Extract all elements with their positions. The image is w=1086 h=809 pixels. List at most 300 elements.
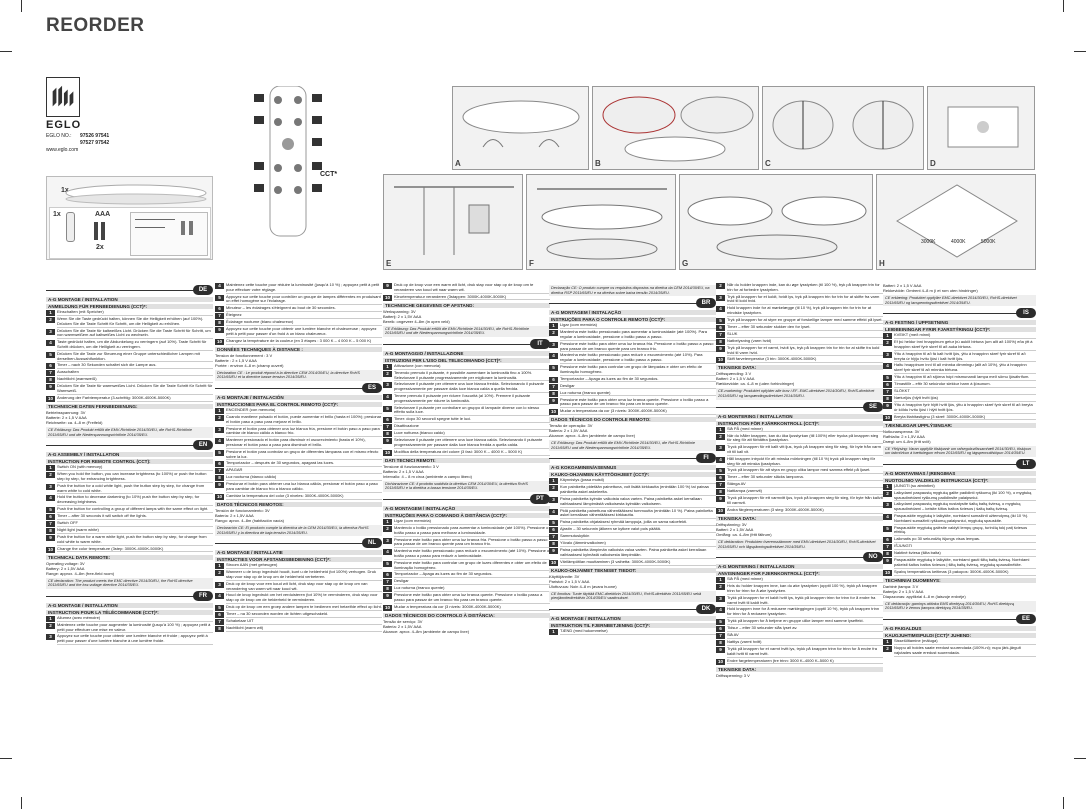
step-text: Tidsur – etter 30 sekunder slås lyset av. bbox=[727, 626, 883, 632]
technical-data-line: Rekkevidde: Omtrent 4–8 m (i et rom uten hindringer) bbox=[883, 288, 978, 293]
section-heading: A-G ASSEMBLY / INSTALLATION bbox=[46, 452, 213, 457]
diagram-h bbox=[876, 174, 1036, 270]
instruction-step bbox=[549, 384, 716, 390]
technical-data-line: Tension de fonctionnement : 3 V bbox=[215, 352, 273, 358]
instruction-step bbox=[215, 612, 382, 618]
step-number: 4 bbox=[215, 438, 224, 444]
instruction-step bbox=[883, 352, 1036, 363]
instruction-step bbox=[716, 496, 883, 507]
lamp-diffuser-illustration bbox=[593, 87, 759, 170]
technical-data-line: Baterija: 2 x 1,5 V AAA bbox=[883, 588, 924, 594]
step-text: Minuteur – les éclairages s'éteignent au bout de 30 secondes. bbox=[226, 306, 382, 312]
instruction-step bbox=[383, 605, 550, 611]
step-number: 1 bbox=[883, 333, 892, 339]
section-heading: TECHNICAL DATA REMOTE: bbox=[46, 555, 213, 560]
step-number: 1 bbox=[215, 408, 224, 414]
step-number: 6 bbox=[46, 363, 55, 369]
step-text: Spalvų temperatūros keitimas (3 pakopos: 3000K-4000K-5000K) bbox=[894, 570, 1036, 576]
language-header bbox=[46, 285, 213, 295]
technical-data-line: Bateria: 2 x 1,5V AAA bbox=[549, 428, 588, 434]
step-number: 7 bbox=[46, 521, 55, 527]
instruction-step bbox=[215, 626, 382, 632]
step-number: 8 bbox=[215, 475, 224, 481]
technical-data-line: Notkunarspenna: 3V bbox=[883, 428, 920, 434]
section-heading: A-G MONTAGE / INSTALLATION bbox=[46, 603, 213, 608]
step-text: Trykk på knappen for å betjene en gruppe ulike lamper med samme lyseffekt. bbox=[727, 619, 883, 625]
step-text: Presione el botón para controlar un grupo de diferentes lámparas con el mismo efecto sobre la luz. bbox=[226, 450, 382, 461]
step-number: 9 bbox=[46, 535, 55, 541]
language-header bbox=[215, 383, 382, 393]
section-heading: DADOS TÉCNICOS DO CONTROLO À DISTÂNCIA: bbox=[383, 613, 550, 618]
step-text: Timer – nach 30 Sekunden schaltet sich die Lampe aus. bbox=[57, 363, 213, 369]
instruction-step bbox=[549, 629, 716, 635]
step-number: 1 bbox=[46, 465, 55, 471]
step-number: 9 bbox=[883, 403, 892, 409]
step-text: Håll knappen intryckt för att minska mörkningen (till 10 %) tryck på knappen steg för steg för att minska ljusstyrkan. bbox=[727, 457, 883, 468]
language-header bbox=[383, 339, 550, 349]
instruction-step bbox=[716, 325, 883, 331]
diagram-f-label: F bbox=[529, 259, 534, 268]
section-heading: DADOS TÉCNICOS DO CONTROLE REMOTO: bbox=[549, 417, 716, 422]
step-number: 8 bbox=[883, 396, 892, 402]
step-text: Taste gedrückt halten, um die Abdunkelung zu verringern (auf 10%). Taste Schritt für Schritt drücken, um die Helligkeit zu verringern. bbox=[57, 340, 213, 351]
instruction-step bbox=[549, 485, 716, 496]
step-number: 4 bbox=[716, 607, 725, 613]
step-text: Endre fargetemperaturen (tre trinn: 3000 K–4000 K–5000 K) bbox=[727, 659, 883, 665]
instruction-step bbox=[215, 339, 382, 345]
instruction-step bbox=[549, 548, 716, 559]
instruction-step bbox=[215, 605, 382, 611]
step-text: Tryk på knappen for at styre en gruppe af forskellige lamper med samme effekt på lyset. bbox=[727, 316, 883, 322]
instruction-step bbox=[716, 427, 883, 433]
instruction-step bbox=[716, 295, 883, 306]
instruction-step bbox=[46, 317, 213, 328]
language-code-badge: BR bbox=[696, 298, 716, 308]
step-text: Temporizador – después de 30 segundos, apagará las luces. bbox=[226, 461, 382, 467]
instruction-step bbox=[549, 409, 716, 415]
step-number: 3 bbox=[383, 538, 392, 544]
section-heading: A-G MONTAGGIO / INSTALLAZIONE bbox=[383, 351, 550, 356]
eglo-logo bbox=[46, 77, 80, 117]
diagram-a bbox=[452, 86, 589, 170]
step-text: Tryck på knappen för ett varmvitt ljus, tryck på knappen steg för steg, för byte från kallvit till varmvit. bbox=[727, 495, 883, 506]
diagram-g-label: G bbox=[682, 259, 689, 268]
technical-data-line: Operating voltage: 3V bbox=[46, 560, 85, 566]
step-number: 3 bbox=[46, 329, 55, 335]
step-number: 1 bbox=[883, 639, 892, 645]
instruction-step bbox=[716, 306, 883, 317]
step-number: 10 bbox=[216, 493, 223, 499]
section-heading: KAUKO-OHJAIMET TEKNISET TIEDOT: bbox=[549, 568, 716, 573]
step-number: 5 bbox=[383, 406, 392, 412]
language-code-badge: EE bbox=[1016, 614, 1036, 624]
crop-mark bbox=[1063, 0, 1064, 12]
cct-switch-illustration bbox=[877, 175, 1036, 270]
battery-quantity: 2x bbox=[96, 244, 104, 251]
step-text: Drücken Sie die Taste für warmweißes Licht. Drücken Sie die Taste Schritt für Schritt für Warmweiß. bbox=[57, 383, 213, 394]
language-code-badge: IT bbox=[530, 339, 550, 349]
step-text: Temporizador – Apaga as luzes ao fim de 30 segundos. bbox=[394, 572, 550, 578]
step-number: 3 bbox=[46, 634, 55, 640]
step-text: Kleurtemperatuur veranderen (3stappen: 3000K-4000K-5000K) bbox=[394, 295, 550, 301]
step-number: 2 bbox=[883, 646, 892, 652]
step-text: Mantenha este botão pressionado para reduzir o escurecimento (até 10%). Pressione o botão passo a passo para reduzir a luminosidade. bbox=[394, 548, 550, 558]
instruction-step bbox=[215, 582, 382, 593]
instruction-step bbox=[716, 647, 883, 658]
language-header bbox=[883, 614, 1036, 624]
language-header bbox=[46, 440, 213, 450]
step-number: 4 bbox=[883, 514, 892, 520]
language-code-badge: SE bbox=[863, 402, 883, 412]
step-text: SLUK bbox=[727, 332, 883, 338]
technical-data-line: Batería: 2 x 1,5V AAA bbox=[215, 512, 254, 518]
instruction-step bbox=[716, 626, 883, 632]
diagram-h-label: H bbox=[879, 259, 885, 268]
ce-declaration: Declaração CE: O produto cumpre os requisitos dispostos na diretiva da CEM 2014/30/EU, na diretiva RSP 2011/65/EU e na diretiva sobre baixa tensão 2014/35/EU. bbox=[549, 285, 716, 296]
step-text: Hold the button to decrease darkening (to 10%) push the button step by step, for decreasing brightness. bbox=[57, 495, 213, 506]
step-text: Paina painiketta kylmän valkoista valoa varten. Paina painiketta askel kerrallaan vaihtaaksesi lämpimästä valkoisesta kylmään valkoiseen. bbox=[560, 497, 716, 508]
instruction-step bbox=[46, 396, 213, 402]
step-text: Push the button for controlling a group of different lamps with the same effect on light. bbox=[57, 507, 213, 513]
eglo-logo-icon bbox=[47, 78, 79, 116]
text-column-5 bbox=[716, 283, 883, 678]
step-text: Nattlampa (varmvit) bbox=[727, 489, 883, 495]
step-text: ĮJUNGTI (su atmintimi) bbox=[894, 484, 1036, 490]
step-number: 7 bbox=[549, 534, 558, 540]
step-text: Nachtlicht (warmweiß) bbox=[57, 377, 213, 383]
ce-declaration: CE deklaracija: gaminys atitinka EMS direktyvą 2014/30/EU, RoHS direktyvą 2011/65/EU ir žemos įtampos direktyvą 2014/35/EU. bbox=[883, 601, 1036, 612]
technical-data-line: Alcance: aprox. 4–8m (ambiente de campo livre) bbox=[549, 433, 636, 439]
step-text: Mantenha este botão pressionado para aumentar a luminosidade (até 100%). Para regular a luminosidade, pressione o botão passo a passo. bbox=[560, 330, 716, 341]
website: www.eglo.com bbox=[46, 147, 79, 153]
step-number: 5 bbox=[883, 375, 892, 381]
section-heading: DONNÉES TECHNIQUES À DISTANCE : bbox=[215, 347, 382, 352]
step-text: Tryck på knappen för att styra en grupp olika lampor med samma effekt på ljuset. bbox=[727, 468, 883, 474]
ce-declaration: CE erklæring: Produktet oppfyller EMC-direktivet 2014/30/EU, RoHS-direktivet 2011/65/EU og lavspenningsdirektivet 2014/35/EU. bbox=[883, 295, 1036, 306]
text-column-1 bbox=[46, 283, 213, 646]
section-heading: KAUGJUHTIMISPULDI (CCT)* JUHEND: bbox=[883, 633, 1036, 638]
step-text: Paspauskite mygtuką ir laikykite, norėdami gauti šiltą baltą šviesą. Norėdami pakeisti šaltos baltos šviesos į šiltą baltą šviesą, mygtuką spausdinėkite. bbox=[894, 558, 1036, 569]
step-number: 9 bbox=[716, 496, 725, 502]
step-number: 4 bbox=[883, 363, 892, 369]
section-heading: A-G FESTING / UPPSETNING bbox=[883, 320, 1036, 325]
step-text: Laikydami paspaustą mygtuką nustatysite šaltą baltą šviesą, o mygtuką spausdinėdami – keisite šiltos baltos šviesos į šaltą baltą šviesą. bbox=[894, 502, 1036, 513]
step-text: Breyta litahitastiginu (3 skref: 3000K-4000K-5000K) bbox=[894, 415, 1036, 421]
technical-data-line: Tensión de funcionamiento: 3V bbox=[215, 507, 270, 513]
instruction-step bbox=[383, 283, 550, 294]
step-text: Paina painiketta lämpimän valkoista valoa varten. Paina painiketta askel kerrallaan vaihtaaksesi kylmästä valkoisesta lämpimään. bbox=[560, 548, 716, 559]
order-number: 97527 97542 bbox=[80, 140, 110, 146]
instruction-step bbox=[549, 509, 716, 520]
section-heading: A-G MONTAGE / INSTALLATIE bbox=[215, 550, 382, 555]
section-heading: TEKNISKA DATA: bbox=[716, 516, 883, 521]
cct-4000k: 4000K bbox=[951, 239, 966, 245]
page-title: REORDER bbox=[46, 15, 145, 36]
section-heading: INSTRUCCIONES PARA EL CONTROL REMOTO (CCT)*: bbox=[215, 402, 382, 407]
diagram-b-label: B bbox=[595, 159, 601, 168]
technical-data-line: Tensão de serviço: 3V bbox=[383, 618, 423, 624]
step-number: 2 bbox=[46, 623, 55, 629]
technical-data-line: Tensione di funzionamento: 3 V bbox=[383, 463, 439, 469]
step-text: Trykk på knappen for et kaldt hvitt lys, trykk på knappen trinn for trinn for å endre fra varmt hvitt til kaldt hvitt. bbox=[727, 596, 883, 607]
technical-data-line: Käyttöjännite: 3V bbox=[549, 573, 580, 579]
instruction-step bbox=[383, 593, 550, 604]
section-heading: ISTRUZIONI PER L'USO DEL TELECOMANDO (CCT)*: bbox=[383, 358, 550, 363]
step-number: 10 bbox=[384, 604, 391, 610]
step-text: Pidä painiketta painettuna vähentääksesi tummuutta (enintään 10 %). Paina painiketta askel kerrallaan vähentääksesi kirkkautta. bbox=[560, 509, 716, 520]
step-text: Næturljós (hlýtt hvítt ljós) bbox=[894, 396, 1036, 402]
section-heading: INSTRUKTION FÖR FJÄRRKONTROLL (CCT)*: bbox=[716, 421, 883, 426]
step-number: 8 bbox=[383, 431, 392, 437]
step-number: 9 bbox=[383, 593, 392, 599]
step-text: Laikmatis po 30 sekundžių išjungs visus lempas. bbox=[894, 537, 1036, 543]
step-number: 3 bbox=[883, 352, 892, 358]
step-text: Ef þú heldur inni hnappinum getur þú aukið birtuna (um allt að 100%) eða ýtt á hnappinn skref fyrir skref til að auka birtuna. bbox=[894, 340, 1036, 351]
step-text: Selezionare il pulsante per ottenere una luce bianca calda. Selezionando il pulsante progressivamente per passare dalla luce bianca fredda a quella calda. bbox=[394, 438, 550, 449]
step-text: APAGAR bbox=[226, 468, 382, 474]
language-code-badge: IS bbox=[1016, 308, 1036, 318]
step-text: Pressione este botão para obter uma luz branca quente. Pressione o botão passo a passo para passar de um branco frio para um branco quente. bbox=[560, 398, 716, 409]
step-text: Timer: dopo 30 secondi spegne tutte le luci. bbox=[394, 417, 550, 423]
step-number: 4 bbox=[215, 593, 224, 599]
step-number: 6 bbox=[716, 475, 725, 481]
crop-mark bbox=[1074, 758, 1086, 759]
section-heading: DATI TECNICI REMOTI: bbox=[383, 458, 550, 463]
text-column-3 bbox=[383, 283, 550, 634]
step-text: Mantener presionado el botón para disminuir el oscurecimiento (hasta el 10%), presionar el botón paso a paso para disminuir el brillo. bbox=[226, 438, 382, 449]
step-text: Yövalo (lämminvalkoinen) bbox=[560, 541, 716, 547]
step-number: 6 bbox=[883, 537, 892, 543]
instruction-step bbox=[46, 616, 213, 622]
order-number: 97526 97541 bbox=[80, 133, 110, 139]
step-number: 2 bbox=[215, 415, 224, 421]
step-number: 4 bbox=[215, 283, 224, 289]
text-column-6 bbox=[883, 283, 1036, 658]
step-number: 3 bbox=[716, 445, 725, 451]
technical-data-line: Reichweite: ca. 4–8 m (Freifeld) bbox=[46, 419, 103, 425]
step-number: 6 bbox=[215, 306, 224, 312]
step-number: 9 bbox=[716, 647, 725, 653]
instruction-step bbox=[549, 365, 716, 376]
step-number: 3 bbox=[383, 382, 392, 388]
step-text: Hvis du holder knappen inne, kan du øke lysstyrken (opptil 100 %), trykk på knappen trinn for trinn for å øke lysstyrken. bbox=[727, 584, 883, 595]
step-text: SLÖKKT bbox=[894, 389, 1036, 395]
step-number: 3 bbox=[716, 295, 725, 301]
language-header bbox=[549, 298, 716, 308]
crop-mark bbox=[0, 51, 12, 52]
section-heading: A-G MONTAJE / INSTALACIÓN bbox=[215, 395, 382, 400]
step-text: Hold knappen inne for å redusere mørkleggingen (opptil 10 %), trykk på knappen trinn for trinn for å redusere lysstyrken. bbox=[727, 607, 883, 618]
step-number: 8 bbox=[716, 640, 725, 646]
language-header bbox=[883, 459, 1036, 469]
step-text: Temporizador – Apaga as luzes ao fim de 30 segundos. bbox=[560, 377, 716, 383]
step-text: Pressione este botão para obter uma luz branca fria. Pressione o botão passo a passo para passar de um branco quente para um branco frio. bbox=[394, 538, 550, 549]
technical-data-line: Batteri: 2 x 1,5 V AAA bbox=[883, 283, 922, 288]
step-text: Timer – na 30 seconden worden de lichten uitgeschakeld. bbox=[226, 612, 382, 618]
step-text: Slå PÅ (med minne) bbox=[727, 577, 883, 583]
step-text: Wenn Sie die Taste gedrückt halten, können Sie die Helligkeit erhöhen (auf 100%). Drücken Sie die Taste Schritt für Schritt, um die Helligkeit zu erhöhen. bbox=[57, 317, 213, 328]
instruction-step bbox=[716, 508, 883, 514]
section-heading: NUOTOLINIO VALDIKLIO INSTRUKCIJA (CCT)*: bbox=[883, 478, 1036, 483]
step-number: 6 bbox=[716, 325, 725, 331]
step-number: 9 bbox=[215, 327, 224, 333]
step-number: 2 bbox=[883, 491, 892, 497]
instruction-step bbox=[46, 623, 213, 634]
instruction-step bbox=[716, 318, 883, 324]
step-number: 7 bbox=[883, 544, 892, 550]
cct-label: CCT* bbox=[320, 171, 338, 178]
step-text: Wanneer u de knop ingedrukt houdt, kunt u de helderheid (tot 100%) verhogen. Druk stap voor stap op de knop om de helderheid verbeteren. bbox=[226, 570, 382, 581]
step-number: 9 bbox=[215, 482, 224, 488]
technical-data-line: Darbinė įtampa: 3 V bbox=[883, 583, 919, 589]
step-text: Nattlys (varmt hvitt) bbox=[727, 640, 883, 646]
step-text: Push the button for a cold white light, push the button step by step, for change from warm white to cold white. bbox=[57, 484, 213, 495]
mounting-hardware-icon bbox=[130, 212, 208, 256]
instruction-step bbox=[215, 327, 382, 338]
section-heading: ANVISNINGER FOR FJERNKONTROLL (CCT)*: bbox=[716, 571, 883, 576]
language-header bbox=[716, 402, 883, 412]
instruction-step bbox=[383, 364, 550, 370]
instruction-step bbox=[883, 502, 1036, 513]
crop-mark bbox=[1074, 51, 1086, 52]
language-code-badge: NL bbox=[362, 538, 382, 548]
diagram-d-label: D bbox=[930, 159, 936, 168]
ce-declaration: Declaración CE: El producto cumple la directiva de la CEM 2014/30/EU, la directiva RoHS 2011/65/EU y la directiva de baja tensión 2014/35/EU. bbox=[215, 525, 382, 536]
section-heading: LEIÐBEININGAR FYRIR FJARSTÝRINGU (CCT)*: bbox=[883, 327, 1036, 332]
language-code-badge: LT bbox=[1016, 459, 1036, 469]
step-text: Presionar el botón para obtener una luz blanca cálida, presionar el botón paso a paso para cambiar de blanco frío a blanco cálido. bbox=[226, 482, 382, 493]
step-text: Ýttu á hnappinn fyrir hlýtt hvítt ljós, ýttu á hnappinn skref fyrir skref til að breyta úr köldu hvítu ljósi í hlýtt hvítt ljós. bbox=[894, 403, 1036, 414]
language-header bbox=[549, 604, 716, 614]
step-number: 9 bbox=[46, 384, 55, 390]
technical-data-line: Driftsspænding: 3 V bbox=[716, 371, 752, 377]
instruction-step bbox=[716, 457, 883, 468]
step-text: Tryk på knappen for et varmt, hvidt lys, tryk på knappen trin for trin for at skifte fra kold hvid til varm hvid. bbox=[727, 346, 883, 357]
step-number: 5 bbox=[46, 507, 55, 513]
technical-data-line: Driftsspenning: 3 V bbox=[716, 672, 750, 678]
step-number: 5 bbox=[549, 520, 558, 526]
step-text: Ligar (com memória) bbox=[394, 519, 550, 525]
step-text: Pressione este botão para controlar um grupo de luzes diferentes e obter um efeito de iluminação homogéneo. bbox=[394, 561, 550, 572]
step-number: 8 bbox=[215, 320, 224, 326]
instruction-step bbox=[46, 340, 213, 351]
instruction-step bbox=[46, 352, 213, 363]
instruction-step bbox=[215, 438, 382, 449]
step-text: Luz noturna (branco quente) bbox=[394, 586, 550, 592]
section-heading: A-G MONTAGE / INSTALLATION bbox=[549, 616, 716, 621]
step-number: 7 bbox=[716, 482, 725, 488]
step-number: 7 bbox=[215, 468, 224, 474]
step-text: Paspauskite mygtuką galėsite valdyti lempų grupę, turinčią tokį patį šviesos efektą. bbox=[894, 526, 1036, 537]
step-text: Appuyez sur cette touche pour obtenir une lumière blanche et chaleureuse ; appuyez petit à petit pour passer d'un froid à un blanc chaleureux. bbox=[226, 327, 382, 338]
instruction-step bbox=[383, 382, 550, 393]
text-column-2 bbox=[215, 283, 382, 633]
instruction-step bbox=[883, 558, 1036, 569]
instruction-step bbox=[716, 357, 883, 363]
step-text: Natbelysning (varm hvid) bbox=[727, 339, 883, 345]
step-text: Attivazione (con memoria) bbox=[394, 364, 550, 370]
step-text: Cuando mantiene pulsado el botón, puede aumentar el brillo (hasta el 100%); presionar el botón paso a paso para mejorar el brillo. bbox=[226, 413, 382, 424]
section-heading: TECHNINIAI DUOMENYS: bbox=[883, 578, 1036, 583]
step-text: Selezionare il pulsante per ottenere una luce bianca fredda. Selezionando il pulsante progressivamente per passare dalla luce bianca calda a quella fredda. bbox=[394, 382, 550, 393]
instruction-step bbox=[883, 526, 1036, 537]
step-text: Tryck på knappen för ett kallt vitt ljus, tryck på knappen steg för steg, för byte från varm vit till kall vit. bbox=[727, 445, 883, 456]
instruction-step bbox=[549, 353, 716, 364]
step-text: Presione el botón para obtener una luz blanca fría, presione el botón paso a paso para cambiar de blanco cálido a blanco frío. bbox=[226, 427, 382, 438]
battery-type: AAA bbox=[95, 211, 111, 218]
step-text: Switch ON (with memory) bbox=[57, 465, 213, 471]
technical-data-line: Omfång: ca. 4–8m (fritt fältrum) bbox=[716, 531, 772, 537]
step-number: 4 bbox=[549, 509, 558, 515]
step-number: 8 bbox=[716, 339, 725, 345]
step-text: Ajastin – 30 sekunnin jälkeen se kytkee valot pois päältä. bbox=[560, 527, 716, 533]
instruction-step bbox=[716, 434, 883, 445]
section-heading: TEKNISKE DATA: bbox=[716, 667, 883, 672]
section-heading: A-G MONTERING / INSTALLASJON bbox=[716, 564, 883, 569]
instruction-step bbox=[716, 339, 883, 345]
step-number: 7 bbox=[716, 332, 725, 338]
ceiling-mount-illustration bbox=[928, 87, 1035, 170]
instruction-step bbox=[883, 340, 1036, 351]
instruction-step bbox=[215, 415, 382, 426]
step-number: 4 bbox=[46, 340, 55, 346]
step-number: 4 bbox=[46, 495, 55, 501]
step-number: 10 bbox=[550, 559, 557, 565]
step-number: 2 bbox=[716, 434, 725, 440]
instruction-step bbox=[215, 295, 382, 306]
step-number: 2 bbox=[383, 371, 392, 377]
step-number: 1 bbox=[883, 484, 892, 490]
step-text: Ýttu á hnappinn til að stjórna hópi mismunandi lampa með sömu ljósáhrifum. bbox=[894, 375, 1036, 381]
step-text: Maintenez cette touche pour augmenter la luminosité (jusqu'à 100 %) ; appuyez petit à petit pour effectuer une mise en valeur. bbox=[57, 623, 213, 634]
ce-declaration: CE declaration: The product meets the EMC directive 2014/30/EU, the RoHS directive 2011/65/EU and the low-voltage directive 2014/35/EU. bbox=[46, 578, 213, 589]
step-number: 2 bbox=[883, 340, 892, 346]
technical-data-line: Batteri: 2 x 1,5V AAA bbox=[716, 526, 754, 532]
ce-declaration: CE Erklärung: Das Produkt erfüllt die EMV-Richtlinie 2014/30/EU, die RoHS-Richtlinie 2011/65/EU und die Niederspannungsrichtlinie 2014/35/EU. bbox=[46, 427, 213, 438]
step-text: Disattivazione bbox=[394, 424, 550, 430]
step-text: Houd de knop ingedrukt om het verduisteren (tot 10%) te verminderen, druk stap voor stap op de knop om de helderheid te verminderen. bbox=[226, 593, 382, 604]
step-number: 5 bbox=[215, 605, 224, 611]
step-number: 1 bbox=[383, 364, 392, 370]
section-heading: A-G MONTAGEM / INSTALAÇÃO bbox=[549, 310, 716, 315]
language-header bbox=[215, 538, 382, 548]
step-number: 2 bbox=[46, 317, 55, 323]
bracket-illustration bbox=[527, 175, 676, 270]
section-heading: DATOS TÉCNICOS REMOTOS: bbox=[215, 502, 382, 507]
step-text: Druk op de knop voor een warm wit licht, druk stap voor stap op de knop om te veranderen van koud wit naar warm wit. bbox=[394, 283, 550, 294]
instruction-step bbox=[215, 450, 382, 461]
language-code-badge: EN bbox=[193, 440, 213, 450]
instruction-step bbox=[215, 427, 382, 438]
step-number: 10 bbox=[717, 658, 724, 664]
step-number: 8 bbox=[383, 586, 392, 592]
step-number: 1 bbox=[46, 616, 55, 622]
step-number: 10 bbox=[550, 409, 557, 415]
language-code-badge: ES bbox=[362, 383, 382, 393]
step-text: Stänga AV bbox=[727, 482, 883, 488]
instruction-step bbox=[549, 377, 716, 383]
step-number: 10 bbox=[216, 338, 223, 344]
technical-data-line: Diapazonas: apytikriai 4–8 m (laisvoje erdvėje) bbox=[883, 593, 966, 599]
step-text: Luz nocturna (blanco cálido) bbox=[226, 475, 382, 481]
step-number: 5 bbox=[716, 468, 725, 474]
step-number: 5 bbox=[383, 561, 392, 567]
instruction-step bbox=[716, 659, 883, 665]
step-number: 1 bbox=[716, 577, 725, 583]
step-text: Timer – efter 30 sekunder släcks lamporna. bbox=[727, 475, 883, 481]
step-text: Éteignez bbox=[226, 313, 382, 319]
diagram-d bbox=[927, 86, 1035, 170]
